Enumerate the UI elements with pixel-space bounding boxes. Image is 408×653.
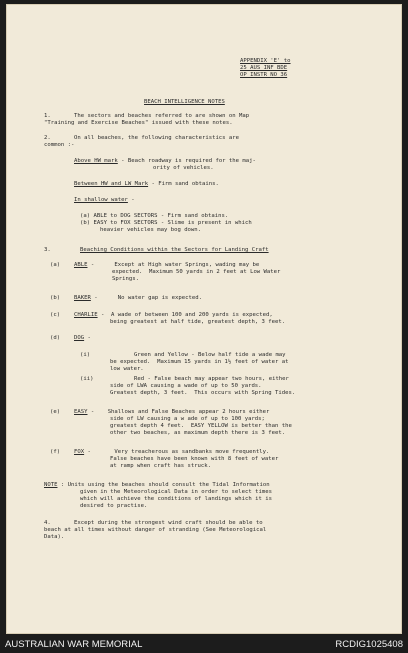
section-2-line-1: On all beaches, the following characteristics are [74, 135, 240, 141]
charlie-label: (c) [50, 312, 61, 318]
footer-record-id: RCDIG1025408 [335, 639, 403, 650]
dog-ii-line-1: Red - False beach may appear two hours, either [134, 376, 289, 382]
appendix-line-2: 25 AUS INF BDE [240, 65, 288, 71]
above-hw-text: - Beach roadway is required for the maj- [117, 158, 256, 164]
section-2-line-2: common :- [44, 142, 75, 148]
section-1-line-2: "Training and Exercise Beaches" issued with these notes. [44, 120, 233, 126]
shallow-water-b-line-2: heavier vehicles may bog down. [100, 227, 202, 233]
document-title: BEACH INTELLIGENCE NOTES [144, 99, 225, 105]
able-line-2: expected. Maximum 50 yards in 2 feet at Low Water [112, 269, 281, 275]
section-2-number: 2. [44, 135, 51, 141]
shallow-water-b-line-1: (b) EASY to FOX SECTORS - Slime is present in which [80, 220, 252, 226]
easy-line-3: greatest depth 4 feet. EASY YELLOW is better than the [110, 423, 292, 429]
note-line-4: desired to practise. [80, 503, 148, 509]
fox-line-1: - Very treacherous as sandbanks move frequently. [84, 449, 270, 455]
baker-item [74, 295, 202, 302]
above-hw-label: Above HW mark [74, 158, 118, 164]
easy-label: (e) [50, 409, 61, 415]
able-line-3: Springs. [112, 276, 139, 282]
dog-item [74, 335, 91, 342]
shallow-water-a: (a) ABLE to DOG SECTORS - Firm sand obtains. [80, 213, 229, 219]
fox-label: (f) [50, 449, 61, 455]
dog-i-label: (i) [80, 352, 91, 358]
fox-sector-name: FOX [74, 449, 85, 455]
fox-line-2: False beaches have been known with 8 feet of water [110, 456, 279, 462]
easy-line-1: - Shallows and False Beaches appear 2 hours either [87, 409, 270, 415]
fox-item [74, 449, 269, 456]
section-4-line-1: Except during the strongest wind craft should be able to [74, 520, 263, 526]
note-line-1: : Units using the beaches should consult the Tidal Information [57, 482, 270, 488]
dog-sector-name: DOG [74, 335, 85, 341]
charlie-sector-name: CHARLIE [74, 312, 98, 318]
archive-footer [0, 636, 408, 653]
easy-item [74, 409, 269, 416]
section-4-number: 4. [44, 520, 51, 526]
shallow-water-dash: - [127, 197, 135, 203]
able-line-1: - Except at High water Springs, wading may be [87, 262, 260, 268]
easy-sector-name: EASY [74, 409, 88, 415]
dog-label: (d) [50, 335, 61, 341]
dog-i-line-1: Green and Yellow - Below half tide a wade may [134, 352, 286, 358]
above-hw-item [74, 158, 256, 165]
charlie-item [74, 312, 273, 319]
document-page [6, 4, 402, 634]
easy-line-4: other two beaches, as maximum depth there is 3 feet. [110, 430, 286, 436]
easy-line-2: side of LW causing a w ade of up to 100 yards; [110, 416, 265, 422]
able-item [74, 262, 259, 269]
dog-ii-line-3: Greatest depth, 3 feet. This occurs with Spring Tides. [110, 390, 296, 396]
note-item [44, 482, 270, 489]
footer-source: AUSTRALIAN WAR MEMORIAL [5, 639, 143, 650]
able-label: (a) [50, 262, 61, 268]
shallow-water-item [74, 197, 135, 204]
section-1-line-1: The sectors and beaches referred to are shown on Map [74, 113, 250, 119]
charlie-line-2: being greatest at half tide, greatest depth, 3 feet. [110, 319, 286, 325]
section-3-heading: Beaching Conditions within the Sectors for Landing Craft [80, 247, 269, 253]
dog-i-line-2: be expected. Maximum 15 yards in 1½ feet of water at [110, 359, 289, 365]
charlie-line-1: - A wade of between 100 and 200 yards is expected, [97, 312, 273, 318]
appendix-line-1: APPENDIX 'E' to [240, 58, 291, 64]
above-hw-line-2: ority of vehicles. [153, 165, 214, 171]
document-body [6, 4, 402, 634]
dog-ii-line-2: side of LWA causing a wade of up to 50 yards. [110, 383, 262, 389]
section-3-number: 3. [44, 247, 51, 253]
baker-sector-name: BAKER [74, 295, 91, 301]
dog-dash: - [84, 335, 91, 341]
dog-ii-label: (ii) [80, 376, 94, 382]
between-hw-lw-item [74, 181, 219, 188]
note-label: NOTE [44, 482, 58, 488]
note-line-3: which will achieve the conditions of landings which it is [80, 496, 272, 502]
between-hw-lw-label: Between HW and LW Mark [74, 181, 149, 187]
fox-line-3: at ramp when craft has struck. [110, 463, 212, 469]
dog-i-line-3: low water. [110, 366, 144, 372]
baker-line-1: - No water gap is expected. [90, 295, 202, 301]
note-line-2: given in the Meteorological Data in order to select times [80, 489, 272, 495]
shallow-water-label: In shallow water [74, 197, 128, 203]
between-hw-lw-text: - Firm sand obtains. [148, 181, 219, 187]
able-sector-name: ABLE [74, 262, 88, 268]
section-1-number: 1. [44, 113, 51, 119]
appendix-line-3: OP INSTR NO 36 [240, 72, 288, 78]
baker-label: (b) [50, 295, 61, 301]
section-4-line-3: Data). [44, 534, 65, 540]
section-4-line-2: beach at all times without danger of stranding (See Meteorological [44, 527, 267, 533]
